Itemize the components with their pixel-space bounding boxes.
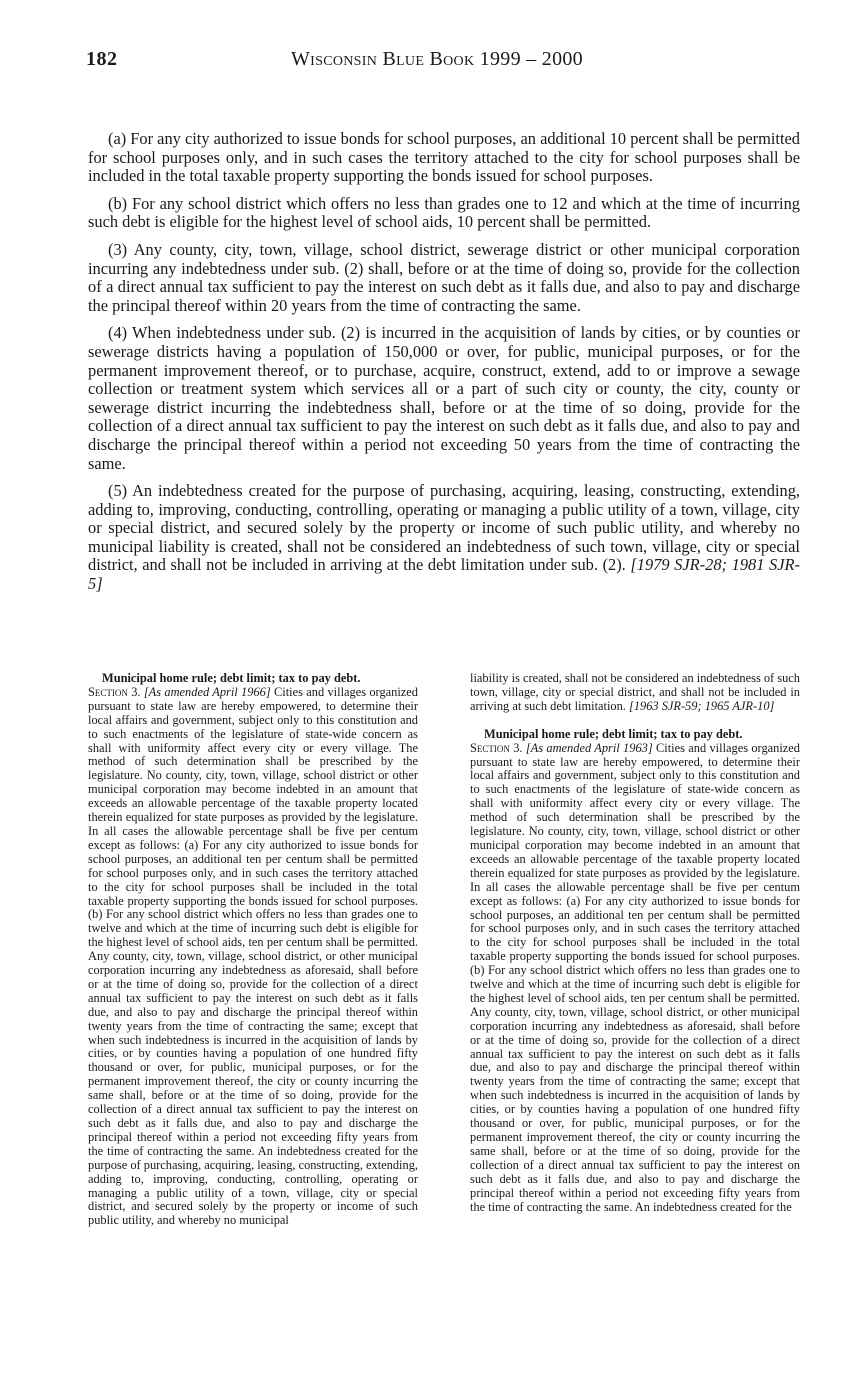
left-amendment-note: [As amended April 1966] [143,684,271,699]
running-head: Wisconsin Blue Book 1999 – 2000 [291,48,583,70]
left-body-text: Cities and villages organized pursuant to state law are hereby empowered, to determine their local affairs and government, subject only to this constitution and to such enactments of the legislature of state-wide concern as shall with uniformity affect every city or every village. The method of such determination shall be prescribed by the legislature. No county, city, town, village, school district or other municipal corporation may become indebted in an amount that exceeds an allowable percentage of the taxable property located therein equalized for state purposes as provided by the legislature. In all cases the allowable percentage shall be five per centum except as follows: (a) For any city authorized to issue bonds for school purposes, an additional ten per centum shall be permitted for school purposes only, and in such cases the territory attached to the city for school purposes shall be included in the total taxable property supporting the bonds issued for school purposes. (b) For any school district which offers no less than grades one to twelve and which at the time of incurring such debt is eligible for the highest level of school aids, ten per centum shall be permitted. Any county, city, town, village, school district, or other municipal corporation incurring any indebtedness as aforesaid, shall before or at the time of doing so, provide for the collection of a direct annual tax sufficient to pay the interest on such debt as it falls due, and also to pay and discharge the principal thereof within twenty years from the time of contracting the same; except that when such indebtedness is incurred in the acquisition of lands by cities, or by counties having a population of one hundred fifty thousand or over, for public, municipal purposes, or for the permanent improvement thereof, the city or county incurring the same shall, before or at the time of so doing, provide for the collection of a direct annual tax sufficient to pay the interest on such debt as it falls due, and also to pay and discharge the principal thereof within a period not exceeding fifty years from the time of contracting the same. An indebtedness created for the purpose of purchasing, acquiring, leasing, constructing, extending, adding to, improving, conducting, controlling, operating or managing a public utility of a town, village, city or special district, and secured solely by the property or income of such public utility, and whereby no municipal [88,684,418,1228]
right-continuation-text: liability is created, shall not be considered an indebtedness of such town, village, city or special district, and shall not be included in arriving at such debt limitation. [470,671,800,713]
right-section-label: Section 3. [470,740,523,755]
right-section-title: Municipal home rule; debt limit; tax to pay debt. [484,726,743,741]
right-column [470,672,800,1292]
paragraph-5-text: (5) An indebtedness created for the purpose of purchasing, acquiring, leasing, constructing, extending, adding to, improving, conducting, controlling, operating or managing a public utility of a town, village, city or special district, and secured solely by the property or income of such public utility, and whereby no municipal liability is created, shall not be considered an indebtedness of such town, village, city or special district, and shall not be included in arriving at the debt limitation under sub. (2). [88,481,800,575]
paragraph-3: (3) Any county, city, town, village, school district, sewerage district or other municipal corporation incurring any indebtedness under sub. (2) shall, before or at the time of doing so, provide for the collection of a direct annual tax sufficient to pay the interest on such debt as it falls due, and also to pay and discharge the principal thereof within 20 years from the time of contracting the same. [88,239,800,315]
right-section-body [470,742,800,1215]
page-header [86,48,800,78]
right-body-text: Cities and villages organized pursuant to state law are hereby empowered, to determine their local affairs and government, subject only to this constitution and to such enactments of the legislature of state-wide concern as shall with uniformity affect every city or every village. The method of such determination shall be prescribed by the legislature. No county, city, town, village, school district or other municipal corporation may become indebted in an amount that exceeds an allowable percentage of the taxable property located therein equalized for state purposes as provided by the legislature. In all cases the allowable percentage shall be five per centum except as follows: (a) For any city authorized to issue bonds for school purposes, an additional ten per centum shall be permitted for school purposes only, and in such cases the territory attached to the city for school purposes shall be included in the total taxable property supporting the bonds issued for school purposes. (b) For any school district which offers no less than grades one to twelve and which at the time of incurring such debt is eligible for the highest level of school aids, ten per centum shall be permitted. Any county, city, town, village, school district, or other municipal corporation incurring any indebtedness as aforesaid, shall before or at the time of doing so, provide for the collection of a direct annual tax sufficient to pay the interest on such debt as it falls due, and also to pay and discharge the principal thereof within twenty years from the time of contracting the same; except that when such indebtedness is incurred in the acquisition of lands by cities, or by counties having a population of one hundred fifty thousand or over, for public, municipal purposes, or for the permanent improvement thereof, the city or county incurring the same shall, before or at the time of so doing, provide for the collection of a direct annual tax sufficient to pay the interest on such debt as it falls due, and also to pay and discharge the principal thereof within a period not exceeding fifty years from the time of contracting the same. An indebtedness created for the [470,740,800,1214]
left-section-title: Municipal home rule; debt limit; tax to pay debt. [102,671,361,685]
right-continuation-citation: [1963 SJR-59; 1965 AJR-10] [629,698,775,713]
main-body-text [88,130,800,603]
paragraph-b: (b) For any school district which offers no less than grades one to 12 and which at the time of incurring such debt is eligible for the highest level of school aids, 10 percent shall be permitted. [88,193,800,232]
paragraph-a: (a) For any city authorized to issue bonds for school purposes, an additional 10 percent shall be permitted for school purposes only, and in such cases the territory attached to the city for school purposes shall be included in the total taxable property supporting the bonds issued for school purposes. [88,129,800,186]
left-section-body [88,686,418,1228]
two-column-section [88,672,800,1292]
paragraph-5 [88,482,800,594]
paragraph-4: (4) When indebtedness under sub. (2) is incurred in the acquisition of lands by cities, or by counties or sewerage districts having a population of 150,000 or over, for public, municipal purposes, or for the permanent improvement thereof, or to purchase, acquire, construct, extend, add to or improve a sewage collection or treatment system which services all or a part of such city or county, the city, county or sewerage district incurring the indebtedness shall, before or at the time of so doing, provide for the collection of a direct annual tax sufficient to pay the interest on such debt as it falls due, and also to pay and discharge the principal thereof within a period not exceeding 50 years from the time of contracting the same. [88,323,800,473]
paragraph-5-citation: [1979 SJR-28; 1981 SJR-5] [88,555,800,594]
right-continuation [470,672,800,714]
right-amendment-note: [As amended April 1963] [525,740,653,755]
left-section-label: Section 3. [88,684,141,699]
left-column [88,672,418,1292]
page-number: 182 [86,48,118,70]
